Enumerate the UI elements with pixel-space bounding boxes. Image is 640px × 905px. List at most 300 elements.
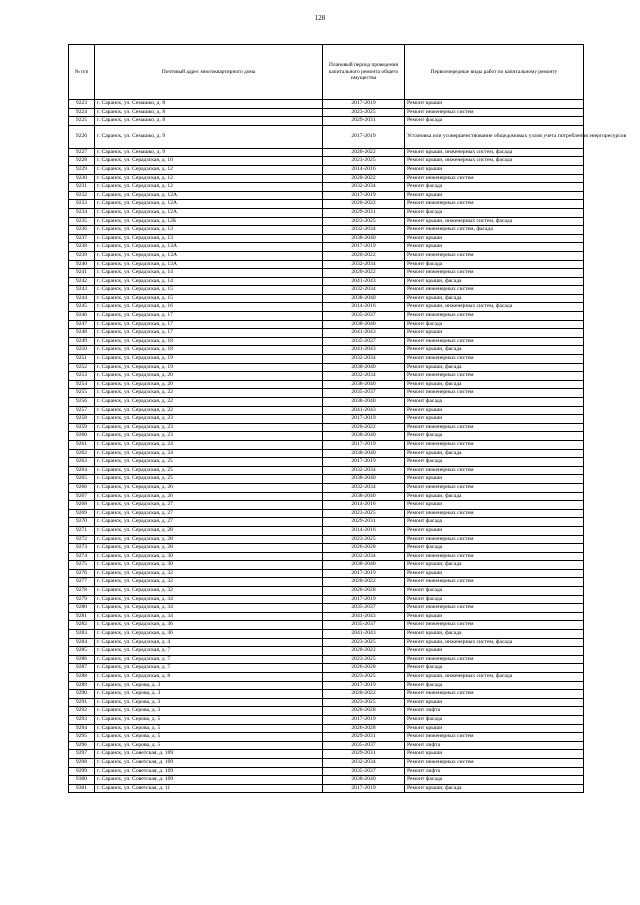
row-works: Ремонт инженерных систем — [405, 355, 584, 364]
table-row — [69, 372, 584, 381]
row-works: Ремонт инженерных систем — [405, 286, 584, 295]
row-address: г. Саранск, ул. Советская, д. 109 — [95, 750, 323, 759]
row-address: г. Саранск, ул. Серадзская, д. 4 — [95, 638, 323, 647]
table-row — [69, 655, 584, 664]
row-address: г. Саранск, ул. Семашко, д. 9 — [95, 125, 323, 148]
row-address: г. Саранск, ул. Серова, д. 5 — [95, 715, 323, 724]
row-address: г. Саранск, ул. Серова, д. 3 — [95, 707, 323, 716]
row-works: Ремонт фасада — [405, 715, 584, 724]
row-period: 2038-2040 — [323, 449, 405, 458]
table-row — [69, 535, 584, 544]
row-works: Ремонт инженерных систем — [405, 733, 584, 742]
row-number: 9258 — [69, 415, 95, 424]
row-period: 2026-2028 — [323, 544, 405, 553]
header-period: Плановый период проведения капитального ремонта общего имущества — [323, 45, 405, 100]
row-period: 2023-2025 — [323, 698, 405, 707]
row-period: 2035-2037 — [323, 621, 405, 630]
row-address: г. Саранск, ул. Серадзская, д. 36 — [95, 630, 323, 639]
row-address: г. Саранск, ул. Семашко, д. 8 — [95, 100, 323, 109]
table-row — [69, 380, 584, 389]
table-row — [69, 312, 584, 321]
row-address: г. Саранск, ул. Серадзская, д. 30 — [95, 552, 323, 561]
row-address: г. Саранск, ул. Серадзская, д. 30 — [95, 561, 323, 570]
row-period: 2035-2037 — [323, 741, 405, 750]
row-period: 2014-2016 — [323, 501, 405, 510]
row-number: 9243 — [69, 286, 95, 295]
row-number: 9224 — [69, 108, 95, 117]
page-number: 128 — [314, 14, 326, 22]
row-works: Ремонт фасада — [405, 587, 584, 596]
table-row — [69, 475, 584, 484]
row-works: Ремонт крыши, фасада — [405, 492, 584, 501]
row-period: 2038-2040 — [323, 234, 405, 243]
table-row — [69, 690, 584, 699]
row-works: Ремонт крыши, фасада — [405, 630, 584, 639]
table-row — [69, 449, 584, 458]
row-period: 2038-2040 — [323, 398, 405, 407]
row-period: 2023-2025 — [323, 655, 405, 664]
table-row — [69, 260, 584, 269]
row-address: г. Саранск, ул. Серадзская, д. 14 — [95, 269, 323, 278]
row-works: Ремонт крыши — [405, 647, 584, 656]
row-number: 9290 — [69, 690, 95, 699]
row-address: г. Саранск, ул. Серадзская, д. 22 — [95, 389, 323, 398]
row-works: Ремонт крыши — [405, 100, 584, 109]
row-works: Ремонт крыши, инженерных систем, фасада — [405, 148, 584, 157]
row-number: 9262 — [69, 449, 95, 458]
table-row — [69, 208, 584, 217]
row-address: г. Саранск, ул. Серадзская, д. 27 — [95, 501, 323, 510]
row-address: г. Саранск, ул. Серадзская, д. 27 — [95, 509, 323, 518]
row-works: Ремонт крыши — [405, 750, 584, 759]
row-address: г. Саранск, ул. Серадзская, д. 18 — [95, 346, 323, 355]
row-number: 9288 — [69, 673, 95, 682]
row-works: Ремонт фасада — [405, 595, 584, 604]
header-address: Почтовый адрес многоквартирного дома — [95, 45, 323, 100]
row-number: 9252 — [69, 363, 95, 372]
row-period: 2029-2031 — [323, 750, 405, 759]
row-period: 2035-2037 — [323, 389, 405, 398]
table-row — [69, 518, 584, 527]
row-period: 2032-2034 — [323, 355, 405, 364]
row-period: 2017-2019 — [323, 569, 405, 578]
row-address: г. Саранск, ул. Советская, д. 11 — [95, 784, 323, 793]
row-works: Ремонт фасада — [405, 664, 584, 673]
row-address: г. Саранск, ул. Серадзская, д. 25 — [95, 475, 323, 484]
row-number: 9260 — [69, 432, 95, 441]
row-number: 9301 — [69, 784, 95, 793]
row-number: 9253 — [69, 372, 95, 381]
table-row — [69, 415, 584, 424]
row-number: 9287 — [69, 664, 95, 673]
table-row — [69, 320, 584, 329]
row-period: 2038-2040 — [323, 320, 405, 329]
row-works: Ремонт инженерных систем — [405, 483, 584, 492]
row-works: Ремонт лифта — [405, 707, 584, 716]
table-row — [69, 329, 584, 338]
table-row — [69, 587, 584, 596]
row-period: 2020-2022 — [323, 578, 405, 587]
table-row — [69, 363, 584, 372]
table-row — [69, 157, 584, 166]
row-works: Ремонт инженерных систем — [405, 440, 584, 449]
row-address: г. Саранск, ул. Серадзская, д. 12А — [95, 191, 323, 200]
row-period: 2032-2034 — [323, 483, 405, 492]
row-address: г. Саранск, ул. Серадзская, д. 7 — [95, 647, 323, 656]
row-works: Ремонт инженерных систем — [405, 251, 584, 260]
table-row — [69, 269, 584, 278]
row-period: 2017-2019 — [323, 125, 405, 148]
row-works: Ремонт крыши — [405, 501, 584, 510]
row-period: 2038-2040 — [323, 363, 405, 372]
table-row — [69, 466, 584, 475]
row-address: г. Саранск, ул. Серадзская, д. 34 — [95, 595, 323, 604]
table-row — [69, 200, 584, 209]
row-address: г. Саранск, ул. Серадзская, д. 24 — [95, 449, 323, 458]
row-address: г. Саранск, ул. Серадзская, д. 12 — [95, 183, 323, 192]
row-period: 2026-2028 — [323, 707, 405, 716]
table-row — [69, 458, 584, 467]
row-works: Ремонт фасада — [405, 260, 584, 269]
row-period: 2038-2040 — [323, 380, 405, 389]
row-address: г. Саранск, ул. Серадзская, д. 25 — [95, 458, 323, 467]
row-works: Ремонт крыши — [405, 415, 584, 424]
row-address: г. Саранск, ул. Серова, д. 5 — [95, 741, 323, 750]
row-works: Ремонт крыши, инженерных систем, фасада — [405, 638, 584, 647]
table-row — [69, 569, 584, 578]
table-row — [69, 501, 584, 510]
row-address: г. Саранск, ул. Серадзская, д. 26 — [95, 492, 323, 501]
table-row — [69, 595, 584, 604]
row-works: Ремонт крыши — [405, 234, 584, 243]
row-works: Ремонт инженерных систем — [405, 535, 584, 544]
row-period: 2023-2025 — [323, 638, 405, 647]
row-works: Ремонт инженерных систем — [405, 466, 584, 475]
row-address: г. Саранск, ул. Серадзская, д. 22 — [95, 398, 323, 407]
row-number: 9264 — [69, 466, 95, 475]
table-row — [69, 673, 584, 682]
row-works: Ремонт крыши, инженерных систем, фасада — [405, 157, 584, 166]
row-address: г. Саранск, ул. Семашко, д. 8 — [95, 108, 323, 117]
row-number: 9296 — [69, 741, 95, 750]
row-period: 2020-2022 — [323, 251, 405, 260]
row-period: 2029-2031 — [323, 117, 405, 126]
table-row — [69, 148, 584, 157]
row-works: Ремонт крыши — [405, 191, 584, 200]
row-works: Ремонт крыши, фасада — [405, 346, 584, 355]
table-row — [69, 664, 584, 673]
table-row — [69, 251, 584, 260]
table-row — [69, 303, 584, 312]
row-period: 2014-2016 — [323, 526, 405, 535]
table-row — [69, 733, 584, 742]
row-works: Ремонт инженерных систем — [405, 578, 584, 587]
row-number: 9289 — [69, 681, 95, 690]
row-address: г. Саранск, ул. Серадзская, д. 10 — [95, 157, 323, 166]
row-number: 9282 — [69, 621, 95, 630]
row-works: Ремонт фасада — [405, 208, 584, 217]
row-address: г. Саранск, ул. Семашко, д. 9 — [95, 148, 323, 157]
table-row — [69, 750, 584, 759]
row-number: 9268 — [69, 501, 95, 510]
row-address: г. Саранск, ул. Серадзская, д. 32 — [95, 587, 323, 596]
row-number: 9266 — [69, 483, 95, 492]
row-number: 9249 — [69, 337, 95, 346]
row-number: 9294 — [69, 724, 95, 733]
row-period: 2023-2025 — [323, 535, 405, 544]
row-address: г. Саранск, ул. Серадзская, д. 28 — [95, 544, 323, 553]
table-row — [69, 492, 584, 501]
table-row — [69, 526, 584, 535]
row-address: г. Саранск, ул. Серадзская, д. 14 — [95, 277, 323, 286]
row-works: Ремонт фасада — [405, 117, 584, 126]
row-number: 9242 — [69, 277, 95, 286]
row-address: г. Саранск, ул. Серадзская, д. 12 — [95, 165, 323, 174]
table-row — [69, 100, 584, 109]
row-number: 9279 — [69, 595, 95, 604]
row-works: Ремонт фасада — [405, 432, 584, 441]
row-period: 2026-2028 — [323, 664, 405, 673]
table-row — [69, 612, 584, 621]
table-row — [69, 226, 584, 235]
row-period: 2035-2037 — [323, 604, 405, 613]
table-row — [69, 286, 584, 295]
row-number: 9280 — [69, 604, 95, 613]
row-address: г. Саранск, ул. Серадзская, д. 28 — [95, 535, 323, 544]
table-row — [69, 243, 584, 252]
row-period: 2041-2043 — [323, 277, 405, 286]
row-number: 9223 — [69, 100, 95, 109]
row-works: Ремонт крыши — [405, 329, 584, 338]
row-number: 9273 — [69, 544, 95, 553]
table-row — [69, 509, 584, 518]
row-address: г. Саранск, ул. Серадзская, д. 20 — [95, 380, 323, 389]
row-number: 9269 — [69, 509, 95, 518]
row-number: 9278 — [69, 587, 95, 596]
table-row — [69, 174, 584, 183]
row-period: 2041-2043 — [323, 346, 405, 355]
row-number: 9285 — [69, 647, 95, 656]
row-number: 9271 — [69, 526, 95, 535]
row-period: 2038-2040 — [323, 432, 405, 441]
row-works: Ремонт фасада — [405, 681, 584, 690]
row-address: г. Саранск, ул. Серадзская, д. 13А — [95, 260, 323, 269]
row-works: Ремонт крыши — [405, 569, 584, 578]
row-period: 2017-2019 — [323, 191, 405, 200]
row-works: Ремонт инженерных систем — [405, 174, 584, 183]
row-works: Ремонт крыши — [405, 406, 584, 415]
row-address: г. Саранск, ул. Серадзская, д. 24 — [95, 440, 323, 449]
row-number: 9227 — [69, 148, 95, 157]
table-row — [69, 776, 584, 785]
table-row — [69, 767, 584, 776]
row-address: г. Саранск, ул. Серова, д. 3 — [95, 690, 323, 699]
row-address: г. Саранск, ул. Серадзская, д. 34 — [95, 604, 323, 613]
row-period: 2032-2034 — [323, 226, 405, 235]
table-row — [69, 117, 584, 126]
row-works: Ремонт инженерных систем — [405, 655, 584, 664]
row-number: 9239 — [69, 251, 95, 260]
row-works: Ремонт крыши, фасада — [405, 294, 584, 303]
row-works: Ремонт крыши — [405, 165, 584, 174]
row-address: г. Саранск, ул. Серадзская, д. 22 — [95, 406, 323, 415]
row-works: Ремонт крыши, фасада — [405, 363, 584, 372]
row-number: 9254 — [69, 380, 95, 389]
row-number: 9274 — [69, 552, 95, 561]
row-works: Ремонт фасада — [405, 544, 584, 553]
row-number: 9275 — [69, 561, 95, 570]
table-row — [69, 681, 584, 690]
row-works: Ремонт крыши, фасада — [405, 380, 584, 389]
row-period: 2029-2031 — [323, 518, 405, 527]
row-number: 9250 — [69, 346, 95, 355]
row-number: 9255 — [69, 389, 95, 398]
row-works: Ремонт лифта — [405, 767, 584, 776]
row-number: 9291 — [69, 698, 95, 707]
row-address: г. Саранск, ул. Серадзская, д. 13 — [95, 234, 323, 243]
header-number: № п/п — [69, 45, 95, 100]
row-period: 2017-2019 — [323, 595, 405, 604]
row-works: Ремонт инженерных систем — [405, 269, 584, 278]
row-period: 2041-2043 — [323, 406, 405, 415]
row-address: г. Саранск, ул. Советская, д. 109 — [95, 758, 323, 767]
row-address: г. Саранск, ул. Серадзская, д. 19 — [95, 363, 323, 372]
row-address: г. Саранск, ул. Серадзская, д. 12 — [95, 174, 323, 183]
row-address: г. Саранск, ул. Серадзская, д. 7 — [95, 664, 323, 673]
row-works: Ремонт крыши, фасада — [405, 449, 584, 458]
table-row — [69, 406, 584, 415]
row-number: 9300 — [69, 776, 95, 785]
row-number: 9283 — [69, 630, 95, 639]
row-number: 9277 — [69, 578, 95, 587]
table-body — [69, 100, 627, 793]
row-period: 2023-2025 — [323, 509, 405, 518]
row-works: Ремонт крыши — [405, 243, 584, 252]
row-address: г. Саранск, ул. Серадзская, д. 15 — [95, 294, 323, 303]
row-works: Ремонт инженерных систем — [405, 509, 584, 518]
row-number: 9230 — [69, 174, 95, 183]
row-period: 2023-2025 — [323, 157, 405, 166]
row-address: г. Саранск, ул. Серадзская, д. 23 — [95, 415, 323, 424]
row-works: Ремонт инженерных систем — [405, 552, 584, 561]
row-number: 9281 — [69, 612, 95, 621]
row-period: 2032-2034 — [323, 758, 405, 767]
row-number: 9251 — [69, 355, 95, 364]
row-works: Ремонт фасада — [405, 183, 584, 192]
row-number: 9233 — [69, 200, 95, 209]
row-works: Ремонт инженерных систем — [405, 690, 584, 699]
table-row — [69, 758, 584, 767]
table-row — [69, 698, 584, 707]
row-number: 9232 — [69, 191, 95, 200]
table-row — [69, 277, 584, 286]
table-row — [69, 638, 584, 647]
row-works: Ремонт крыши — [405, 698, 584, 707]
row-period: 2041-2043 — [323, 612, 405, 621]
row-works: Ремонт крыши — [405, 612, 584, 621]
row-number: 9297 — [69, 750, 95, 759]
row-works: Ремонт инженерных систем — [405, 337, 584, 346]
row-address: г. Саранск, ул. Серова, д. 5 — [95, 724, 323, 733]
row-number: 9272 — [69, 535, 95, 544]
row-period: 2017-2019 — [323, 415, 405, 424]
table-row — [69, 440, 584, 449]
row-period: 2026-2028 — [323, 724, 405, 733]
row-address: г. Саранск, ул. Серадзская, д. 17 — [95, 312, 323, 321]
row-number: 9299 — [69, 767, 95, 776]
table-row — [69, 707, 584, 716]
row-number: 9246 — [69, 312, 95, 321]
table-row — [69, 217, 584, 226]
table-row — [69, 784, 584, 793]
row-number: 9244 — [69, 294, 95, 303]
row-number: 9257 — [69, 406, 95, 415]
row-address: г. Саранск, ул. Серадзская, д. 25 — [95, 466, 323, 475]
row-address: г. Саранск, ул. Серадзская, д. 23 — [95, 423, 323, 432]
table-row — [69, 741, 584, 750]
row-number: 9240 — [69, 260, 95, 269]
row-period: 2017-2019 — [323, 715, 405, 724]
row-period: 2023-2025 — [323, 673, 405, 682]
row-period: 2026-2028 — [323, 587, 405, 596]
row-address: г. Саранск, ул. Серадзская, д. 7 — [95, 655, 323, 664]
row-number: 9226 — [69, 125, 95, 148]
row-address: г. Саранск, ул. Серадзская, д. 13А — [95, 243, 323, 252]
row-address: г. Саранск, ул. Серадзская, д. 32 — [95, 569, 323, 578]
row-period: 2032-2034 — [323, 372, 405, 381]
row-works: Ремонт инженерных систем — [405, 423, 584, 432]
row-period: 2038-2040 — [323, 475, 405, 484]
row-period: 2020-2022 — [323, 647, 405, 656]
row-address: г. Саранск, ул. Серадзская, д. 13А — [95, 251, 323, 260]
table-row — [69, 578, 584, 587]
row-period: 2029-2031 — [323, 208, 405, 217]
table-row — [69, 165, 584, 174]
table-row — [69, 423, 584, 432]
row-address: г. Саранск, ул. Серадзская, д. 18 — [95, 337, 323, 346]
row-number: 9265 — [69, 475, 95, 484]
row-address: г. Саранск, ул. Серадзская, д. 17 — [95, 320, 323, 329]
table-row — [69, 715, 584, 724]
row-address: г. Саранск, ул. Советская, д. 109 — [95, 767, 323, 776]
row-address: г. Саранск, ул. Серадзская, д. 16 — [95, 303, 323, 312]
row-period: 2017-2019 — [323, 458, 405, 467]
row-address: г. Саранск, ул. Серадзская, д. 34 — [95, 612, 323, 621]
row-address: г. Саранск, ул. Серадзская, д. 8 — [95, 673, 323, 682]
row-address: г. Саранск, ул. Серадзская, д. 17 — [95, 329, 323, 338]
table-row — [69, 337, 584, 346]
row-number: 9237 — [69, 234, 95, 243]
row-period: 2014-2016 — [323, 165, 405, 174]
row-period: 2017-2019 — [323, 784, 405, 793]
row-period: 2035-2037 — [323, 767, 405, 776]
row-number: 9236 — [69, 226, 95, 235]
row-number: 9298 — [69, 758, 95, 767]
row-number: 9229 — [69, 165, 95, 174]
table-row — [69, 346, 584, 355]
row-period: 2017-2019 — [323, 243, 405, 252]
row-works: Ремонт инженерных систем — [405, 604, 584, 613]
table-row — [69, 561, 584, 570]
table-row — [69, 724, 584, 733]
table-row — [69, 630, 584, 639]
row-number: 9259 — [69, 423, 95, 432]
row-works: Ремонт крыши, фасада — [405, 784, 584, 793]
row-works: Ремонт лифта — [405, 741, 584, 750]
row-works: Ремонт инженерных систем — [405, 389, 584, 398]
table-row — [69, 389, 584, 398]
row-period: 2032-2034 — [323, 260, 405, 269]
